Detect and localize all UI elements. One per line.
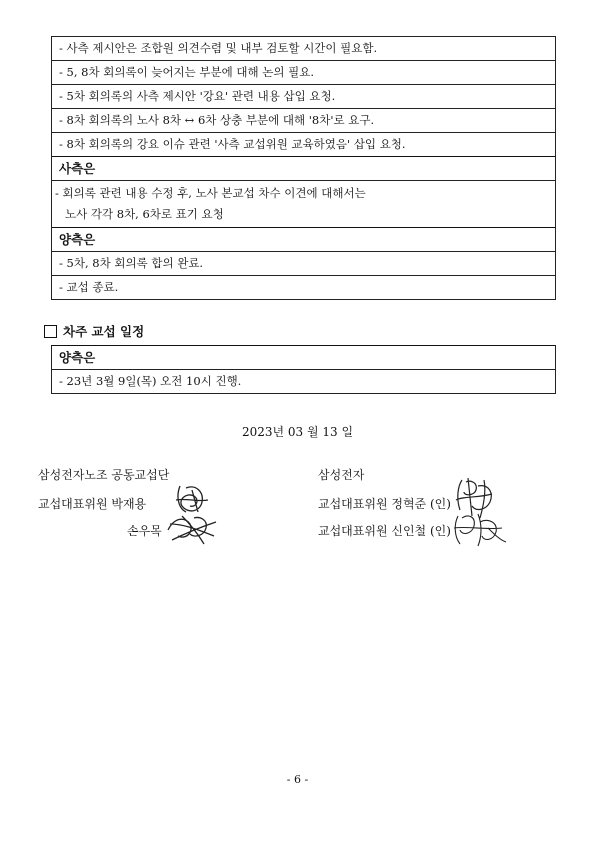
page-number: - 6 - — [286, 773, 309, 786]
union-org-name: 삼성전자노조 공동교섭단 — [38, 468, 170, 482]
next-schedule-row: - 23년 3월 9일(목) 오전 10시 진행. — [52, 370, 556, 394]
company-side-line: - 회의록 관련 내용 수정 후, 노사 본교섭 차수 이견에 대해서는 — [55, 186, 366, 200]
checkbox-icon — [44, 325, 57, 338]
discussion-row: - 5, 8차 회의록이 늦어지는 부분에 대해 논의 필요. — [52, 61, 556, 85]
company-org-name: 삼성전자 — [318, 468, 365, 482]
signature-mark — [448, 508, 508, 550]
company-side-row — [52, 181, 556, 228]
company-rep-2: 교섭대표위원 신인철 (인) — [318, 524, 451, 538]
union-rep-2: 손우목 — [127, 524, 162, 538]
next-schedule-heading: 양측은 — [52, 346, 556, 370]
company-side-line: 노사 각각 8차, 6차로 표기 요청 — [65, 207, 224, 221]
discussion-row: - 사측 제시안은 조합원 의견수렴 및 내부 검토할 시간이 필요함. — [52, 37, 556, 61]
discussion-table — [51, 36, 556, 300]
both-sides-row: - 교섭 종료. — [52, 276, 556, 300]
company-side-heading: 사측은 — [52, 157, 556, 181]
union-rep-1: 교섭대표위원 박재용 — [38, 497, 147, 511]
next-schedule-table — [51, 345, 556, 394]
document-date: 2023년 03 월 13 일 — [241, 425, 354, 439]
company-rep-1: 교섭대표위원 정혁준 (인) — [318, 497, 451, 511]
discussion-row: - 8차 회의록의 노사 8차 ↔ 6차 상충 부분에 대해 '8차'로 요구. — [52, 109, 556, 133]
both-sides-row: - 5차, 8차 회의록 합의 완료. — [52, 252, 556, 276]
signature-mark — [164, 510, 220, 546]
both-sides-heading: 양측은 — [52, 228, 556, 252]
next-schedule-title-text: 차주 교섭 일정 — [63, 324, 145, 339]
discussion-row: - 5차 회의록의 사측 제시안 '강요' 관련 내용 삽입 요청. — [52, 85, 556, 109]
next-schedule-title — [44, 322, 144, 340]
discussion-row: - 8차 회의록의 강요 이슈 관련 '사측 교섭위원 교육하였음' 삽입 요청. — [52, 133, 556, 157]
